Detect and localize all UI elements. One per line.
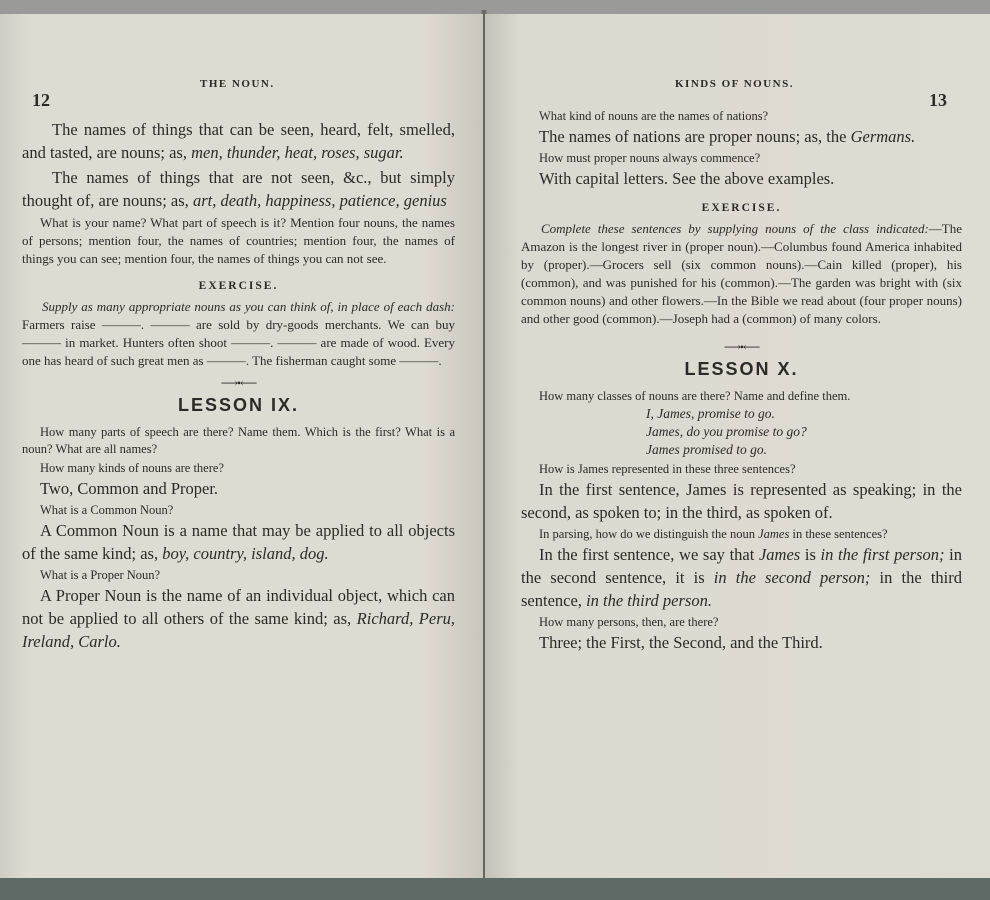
question: What kind of nouns are the names of nations?	[539, 109, 769, 123]
italic-text: boy, country, island, dog.	[162, 544, 329, 563]
paragraph	[22, 118, 455, 164]
left-text-block	[22, 118, 455, 653]
text: A Proper Noun is the name of an individual object, which can not be applied to all others of the same kind; as,	[22, 586, 455, 628]
text: The names of things that are not seen, &c., but simply thought of, are nouns; as,	[22, 168, 455, 210]
text: in these sentences?	[789, 527, 888, 541]
answer	[22, 584, 455, 653]
table-surface	[0, 878, 990, 900]
text: The names of things that can be seen, heard, felt, smelled, and tasted, are nouns; as,	[22, 120, 455, 162]
example-sentence: James promised to go.	[646, 442, 767, 457]
text: A Common Noun is a name that may be applied to all objects of the same kind; as,	[22, 521, 455, 563]
text: Farmers raise ———. ——— are sold by dry-goods merchants. We can buy ——— in market. Hunters often shoot ———. ——— are made of wood. Every one has heard of such great men as ———. The fisherman caught some ———.	[22, 317, 455, 368]
answer: With capital letters. See the above examples.	[539, 169, 835, 188]
italic-text: in the second person;	[713, 568, 871, 587]
questions-paragraph: What is your name? What part of speech is it? Mention four nouns, the names of persons; mention four, the names of countries; mention four, the names of things you can see; mention four, the names of things you can not see.	[22, 215, 455, 266]
example-sentence: I, James, promise to go.	[646, 406, 775, 421]
question: How must proper nouns always commence?	[539, 151, 761, 165]
italic-text: in the first person;	[820, 545, 945, 564]
right-page	[485, 14, 990, 880]
italic-text: in the third person.	[586, 591, 712, 610]
question: How many kinds of nouns are there?	[40, 461, 224, 475]
left-page	[0, 14, 483, 880]
text: The names of nations are proper nouns; as, the	[539, 127, 851, 146]
italic-text: men, thunder, heat, roses, sugar.	[191, 143, 404, 162]
text: In the first sentence, we say that	[539, 545, 759, 564]
answer: In the first sentence, James is represented as speaking; in the second, as spoken to; in the third, as spoken of.	[521, 480, 962, 522]
text: in the third sentence,	[521, 568, 962, 610]
italic-text: Supply as many appropriate nouns as you can think of, in place of each dash:	[42, 299, 455, 314]
question: What is a Proper Noun?	[40, 568, 161, 582]
answer: Two, Common and Proper.	[40, 479, 219, 498]
exercise-heading: EXERCISE.	[198, 280, 279, 292]
answer	[521, 543, 962, 612]
lesson-title: LESSON X.	[684, 359, 799, 379]
answer	[22, 519, 455, 565]
question: How many classes of nouns are there? Name and define them.	[539, 389, 851, 403]
italic-text: Richard, Peru, Ireland, Carlo.	[22, 609, 455, 651]
question: How is James represented in these three sentences?	[539, 462, 796, 476]
italic-text: Germans.	[850, 127, 916, 146]
page-number: 12	[32, 90, 50, 110]
ornament-divider: ⟶•⟵	[723, 340, 760, 354]
italic-text: James	[758, 545, 801, 564]
text: In parsing, how do we distinguish the noun	[539, 527, 759, 541]
answer	[521, 125, 962, 148]
right-text-block	[521, 108, 962, 654]
text: in the second sentence, it is	[521, 545, 962, 587]
running-head: KINDS OF NOUNS.	[675, 78, 794, 90]
ornament-divider: ⟶•⟵	[220, 376, 257, 390]
text: —The Amazon is the longest river in (proper noun).—Columbus found America inhabited by (proper).—Grocers sell (six common nouns).—Cain killed (proper), his (common), and was punished for his (common).—The garden was bright with (six common nouns) and other flowers.—In the Bible we read about (four proper nouns) and other good (common).—Joseph had a (common) of many colors.	[521, 221, 962, 326]
italic-text: James	[758, 527, 790, 541]
question	[521, 526, 962, 543]
text: is	[800, 545, 821, 564]
question: How many persons, then, are there?	[539, 615, 719, 629]
paragraph	[22, 166, 455, 212]
question: How many parts of speech are there? Name them. Which is the first? What is a noun? What are all names?	[22, 425, 455, 456]
exercise-heading: EXERCISE.	[701, 202, 782, 214]
lesson-title: LESSON IX.	[177, 395, 300, 415]
italic-text: art, death, happiness, patience, genius	[192, 191, 447, 210]
page-number: 13	[929, 90, 947, 110]
answer: Three; the First, the Second, and the Third.	[539, 633, 823, 652]
example-sentence: James, do you promise to go?	[646, 424, 807, 439]
exercise-text	[521, 220, 962, 328]
exercise-text	[22, 298, 455, 370]
question: What is a Common Noun?	[40, 503, 174, 517]
italic-text: Complete these sentences by supplying nouns of the class indicated:	[541, 221, 929, 236]
running-head: THE NOUN.	[200, 78, 275, 90]
